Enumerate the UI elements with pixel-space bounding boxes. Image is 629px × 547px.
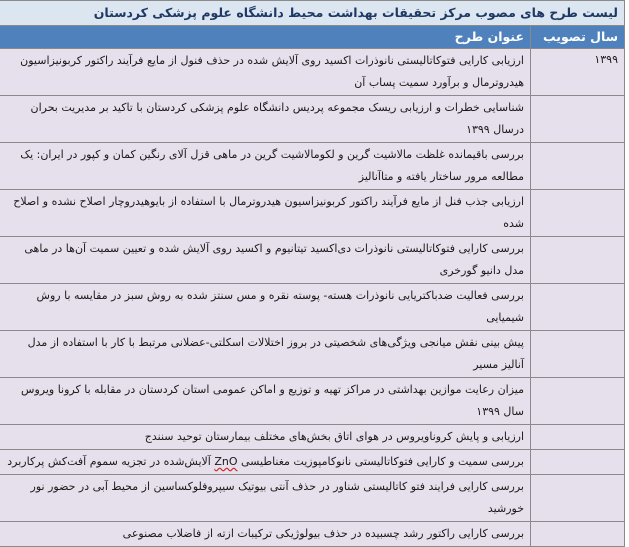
approval-year-cell xyxy=(531,522,625,547)
sheet-title: لیست طرح های مصوب مرکز تحقیقات بهداشت محیط دانشگاه علوم پزشکی کردستان xyxy=(0,1,625,26)
project-title-cell: بررسی باقیمانده غلظت مالاشیت گرین و لکومالاشیت گرین در ماهی قزل آلای رنگین کمان و کپور در ایران: یک مطالعه مرور ساختار یافته و متاآنالیز xyxy=(0,143,531,190)
header-row xyxy=(0,26,625,49)
project-title-part: آلایش‌شده در تجزیه سموم آفت‌کش پرکاربرد xyxy=(7,455,215,468)
table-row xyxy=(0,190,625,237)
approval-year-cell xyxy=(531,190,625,237)
project-title-cell: پیش بینی نقش میانجی ویژگی‌های شخصیتی در بروز اختلالات اسکلتی-عضلانی مرتبط با کار با استفاده از مدل آنالیز مسیر xyxy=(0,331,531,378)
approval-year-cell xyxy=(531,143,625,190)
approval-year-cell xyxy=(531,425,625,450)
project-title-cell: بررسی کارایی راکتور رشد چسبیده در حذف بیولوژیکی ترکیبات ازته از فاضلاب مصنوعی xyxy=(0,522,531,547)
project-title-cell: بررسی کارایی فتوکاتالیستی نانوذرات دی‌اکسید تیتانیوم و اکسید روی آلایش شده و تعیین سمیت آن‌ها در ماهی مدل دانیو گورخری xyxy=(0,237,531,284)
table-row xyxy=(0,425,625,450)
project-title-cell: شناسایی خطرات و ارزیابی ریسک مجموعه پردیس دانشگاه علوم پزشکی کردستان با تاکید بر مدیریت بحران درسال ۱۳۹۹ xyxy=(0,96,531,143)
table-row xyxy=(0,49,625,96)
approval-year-cell xyxy=(531,475,625,522)
approval-year-cell xyxy=(531,96,625,143)
column-header-year: سال تصویب xyxy=(531,26,625,49)
approval-year-cell xyxy=(531,378,625,425)
approval-year-cell xyxy=(531,237,625,284)
table-row xyxy=(0,96,625,143)
table-row xyxy=(0,143,625,190)
approval-year-cell xyxy=(531,284,625,331)
table-row xyxy=(0,522,625,547)
project-title-cell: ارزیابی و پایش کروناویروس در هوای اتاق بخش‌های مختلف بیمارستان توحید سنندج xyxy=(0,425,531,450)
spellcheck-flagged-word: ZnO xyxy=(214,455,238,468)
title-row xyxy=(0,1,625,26)
project-title-cell: ارزیابی کارایی فتوکاتالیستی نانوذرات اکسید روی آلایش شده در حذف فنول از مایع فرآیند راکتور کربونیزاسیون هیدروترمال و برآورد سمیت پساب آن xyxy=(0,49,531,96)
approval-year-cell: ۱۳۹۹ xyxy=(531,49,625,96)
project-title-cell: میزان رعایت موازین بهداشتی در مراکز تهیه و توزیع و اماکن عمومی استان کردستان در مقابله با کرونا ویروس سال ۱۳۹۹ xyxy=(0,378,531,425)
table-row xyxy=(0,378,625,425)
table-row xyxy=(0,450,625,475)
project-title-cell xyxy=(0,450,531,475)
project-title-cell: بررسی کارایی فرایند فتو کاتالیستی شناور در حذف آنتی بیوتیک سیپروفلوکساسین از محیط آبی در حضور نور خورشید xyxy=(0,475,531,522)
table-row xyxy=(0,475,625,522)
table-row xyxy=(0,284,625,331)
project-title-cell: ارزیابی جذب فنل از مایع فرآیند راکتور کربونیزاسیون هیدروترمال با استفاده از بایوهیدروچار اصلاح نشده و اصلاح شده xyxy=(0,190,531,237)
project-title-part: بررسی سمیت و کارایی فتوکاتالیستی نانوکامپوزیت مغناطیسی xyxy=(237,455,524,468)
approval-year-cell xyxy=(531,450,625,475)
project-title-cell: بررسی فعالیت ضدباکتریایی نانوذرات هسته- پوسته نقره و مس سنتز شده به روش سبز در مقایسه با روش شیمیایی xyxy=(0,284,531,331)
approval-year-cell xyxy=(531,331,625,378)
column-header-project-title: عنوان طرح xyxy=(0,26,531,49)
table-row xyxy=(0,331,625,378)
table-row xyxy=(0,237,625,284)
